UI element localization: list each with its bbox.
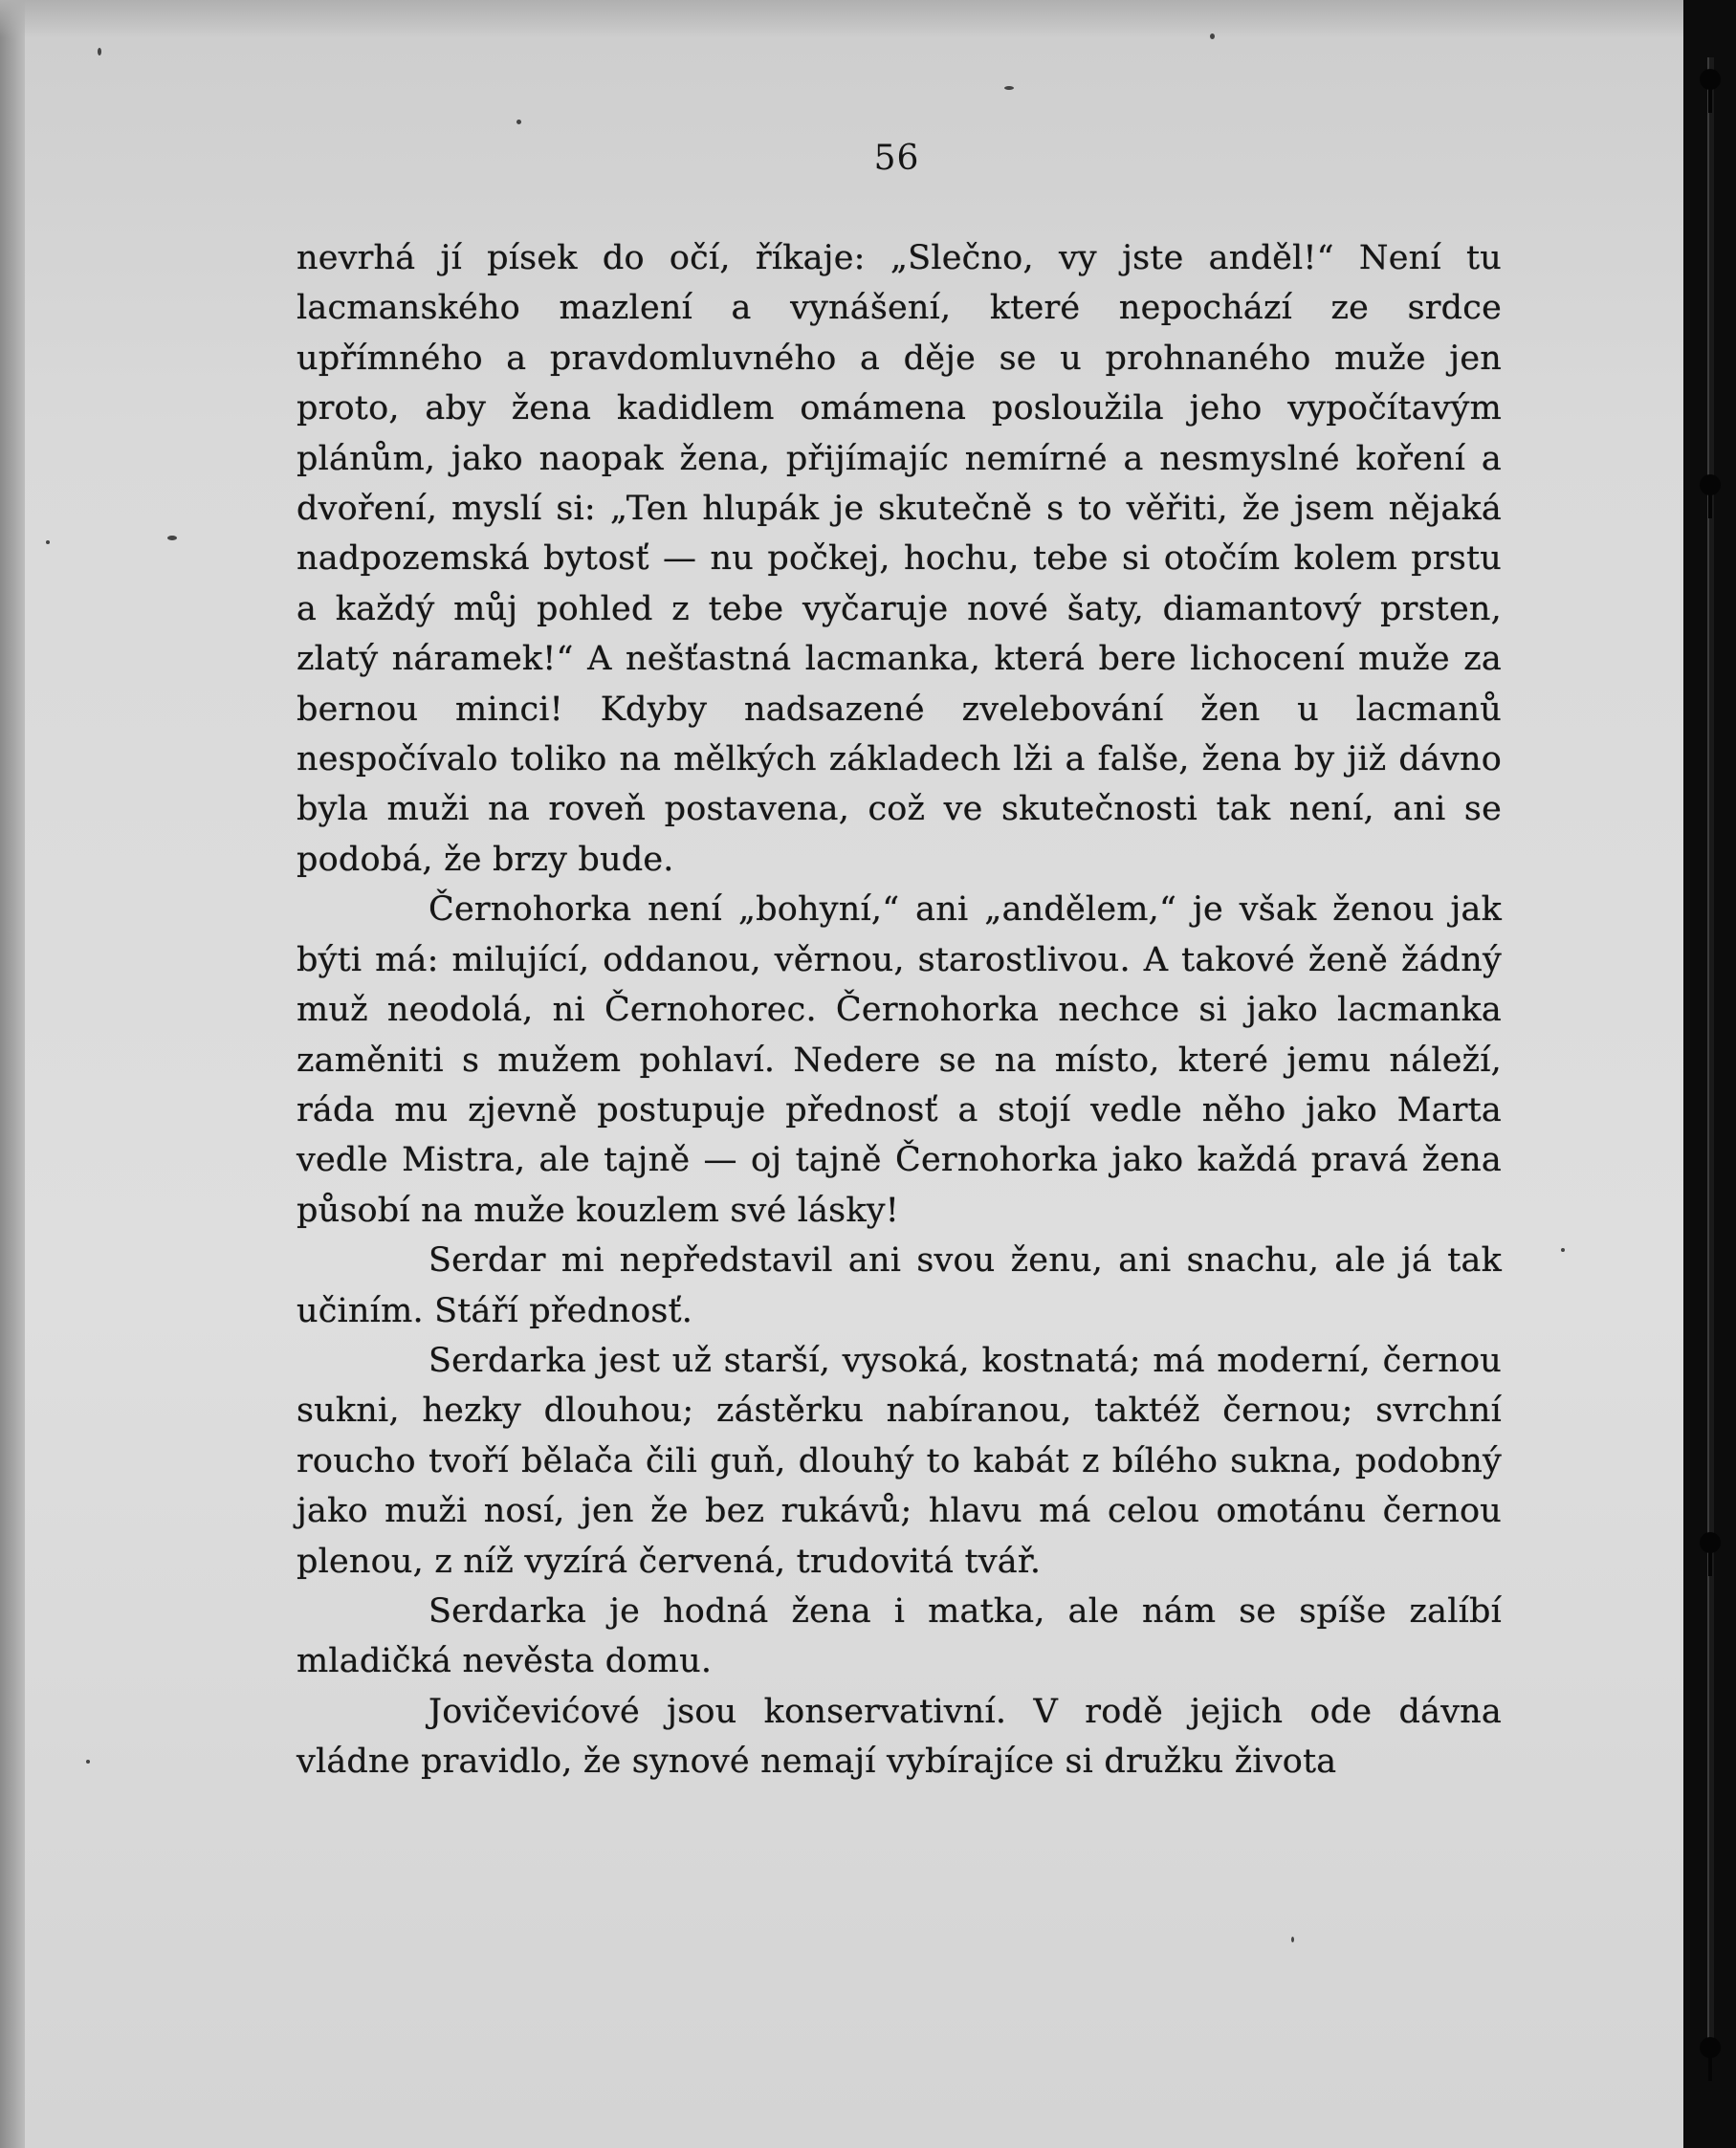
scan-speck (167, 536, 177, 540)
paragraph: nevrhá jí písek do očí, říkaje: „Slečno, vy jste anděl!“ Není tu lacmanského mazlení a vynášení, které nepochází ze srdce upřímného a pravdomluvného a děje se u prohnaného muže jen proto, aby žena kadidlem omámena posloužila jeho vypočítavým plánům, jako naopak žena, přijímajíc nemírné a nesmyslné koření a dvoření, myslí si: „Ten hlupák je skutečně s to věřiti, že jsem nějaká nadpozemská bytosť — nu počkej, hochu, tebe si otočím kolem prstu a každý můj pohled z tebe vyčaruje nové šaty, diamantový prsten, zlatý náramek!“ A nešťastná lacmanka, která bere lichocení muže za bernou minci! Kdyby nadsazené zvelebování žen u lacmanů nespočívalo toliko na mělkých základech lži a falše, žena by již dávno byla muži na roveň postavena, což ve skutečnosti tak není, ani se podobá, že brzy bude. (297, 239, 1502, 879)
scan-speck (1291, 1937, 1294, 1942)
scan-speck (1561, 1248, 1565, 1252)
body-text (297, 233, 1502, 1787)
scan-speck (86, 1760, 90, 1764)
paragraph: Serdar mi nepředstavil ani svou ženu, ani snachu, ale já tak učiním. Stáří přednosť. (297, 1241, 1502, 1330)
binding-pin-icon (1700, 2037, 1721, 2058)
scan-speck (1004, 86, 1014, 90)
binding-rule (1707, 57, 1714, 2056)
scan-speck (46, 540, 50, 544)
scan-speck (98, 48, 101, 55)
page-number: 56 (873, 139, 920, 178)
paragraph: Serdarka je hodná žena i matka, ale nám se spíše zalíbí mladičká nevěsta domu. (297, 1591, 1502, 1681)
binding-pin-icon (1700, 474, 1721, 495)
paragraph: Černohorka není „bohyní,“ ani „andělem,“ je však ženou jak býti má: milující, oddanou, věrnou, starostlivou. A takové ženě žádný muž neodolá, ni Černohorec. Černohorka nechce si jako lacmanka zaměniti s mužem pohlaví. Nedere se na místo, které jemu náleží, ráda mu zjevně postupuje přednosť a stojí vedle něho jako Marta vedle Mistra, ale tajně — oj tajně Černohorka jako každá pravá žena působí na muže kouzlem své lásky! (297, 890, 1502, 1230)
binding-pin-icon (1700, 69, 1721, 90)
page-top-edge (0, 0, 1736, 38)
scan-speck (516, 120, 521, 124)
binding-pin-icon (1700, 1532, 1721, 1553)
scan-speck (1210, 33, 1215, 39)
page-left-edge (0, 0, 25, 2148)
paragraph: Jovičevićové jsou konservativní. V rodě jejich ode dávna vládne pravidlo, že synové nemají vybírajíce si družku života (297, 1692, 1502, 1782)
paragraph: Serdarka jest už starší, vysoká, kostnatá; má moderní, černou sukni, hezky dlouhou; zástěrku nabíranou, taktéž černou; svrchní roucho tvoří bělača čili guň, dlouhý to kabát z bílého sukna, podobný jako muži nosí, jen že bez rukávů; hlavu má celou omotánu černou plenou, z níž vyzírá červená, trudovitá tvář. (297, 1341, 1502, 1581)
